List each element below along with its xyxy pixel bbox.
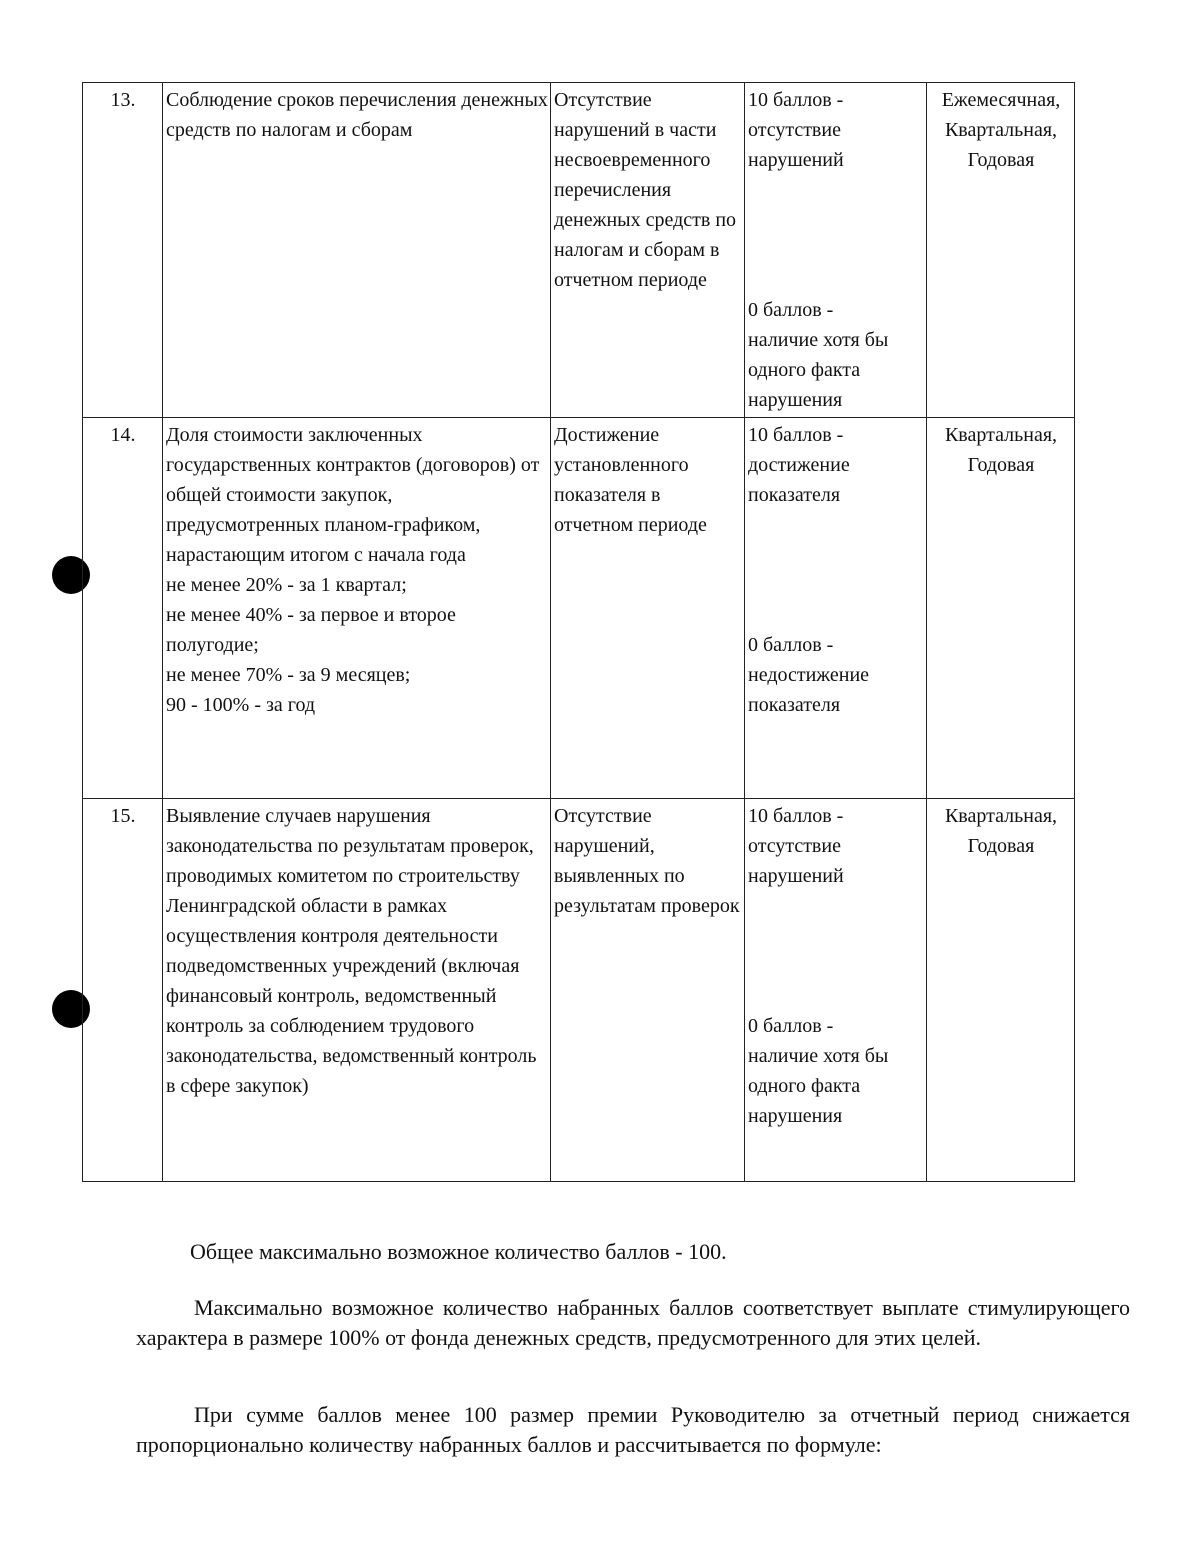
row-number: 14.	[83, 418, 163, 799]
criteria-table-wrapper	[82, 82, 1074, 1182]
score-spacer	[748, 891, 924, 1011]
criterion-frequency-text: Квартальная, Годовая	[944, 805, 1058, 857]
max-score-paragraph: Максимально возможное количество набранных баллов соответствует выплате стимулирующего характера в размере 100% от фонда денежных средств, предусмотренного для этих целей.	[136, 1295, 1130, 1350]
criterion-frequency	[927, 418, 1075, 799]
criterion-frequency	[927, 83, 1075, 418]
criterion-condition-text: Отсутствие нарушений, выявленных по результатам проверок	[554, 805, 740, 917]
score-min-text: 0 баллов - наличие хотя бы одного факта нарушения	[748, 1015, 889, 1127]
row-number: 13.	[83, 83, 163, 418]
reduction-paragraph: При сумме баллов менее 100 размер премии Руководителю за отчетный период снижается пропорционально количеству набранных баллов и рассчитывается по формуле:	[136, 1402, 1130, 1457]
criterion-score	[745, 83, 927, 418]
total-score-paragraph: Общее максимально возможное количество баллов - 100.	[190, 1239, 727, 1264]
score-max-text: 10 баллов - отсутствие нарушений	[748, 89, 844, 171]
row-number: 15.	[83, 799, 163, 1182]
score-min-text: 0 баллов - недостижение показателя	[748, 634, 870, 716]
criterion-name	[163, 418, 551, 799]
criterion-name-text: Выявление случаев нарушения законодательства по результатам проверок, проводимых комитетом по строительству Ленинградской области в рамках осуществления контроля деятельности подведомственных учреждений (включая финансовый контроль, ведомственный контроль за соблюдением трудового законодательства, ведомственный контроль в сфере закупок)	[166, 805, 537, 1097]
criterion-name-text: Соблюдение сроков перечисления денежных средств по налогам и сборам	[166, 89, 548, 141]
criterion-condition	[551, 799, 745, 1182]
score-max-text: 10 баллов - отсутствие нарушений	[748, 805, 844, 887]
score-spacer	[748, 510, 924, 630]
criterion-frequency-text: Квартальная, Годовая	[944, 424, 1058, 476]
score-max-text: 10 баллов - достижение показателя	[748, 424, 850, 506]
criteria-table	[82, 82, 1075, 1182]
table-row	[83, 799, 1075, 1182]
criterion-name	[163, 83, 551, 418]
score-min-text: 0 баллов - наличие хотя бы одного факта нарушения	[748, 299, 889, 411]
criterion-condition	[551, 83, 745, 418]
score-spacer	[748, 175, 924, 295]
table-row	[83, 418, 1075, 799]
criterion-score	[745, 799, 927, 1182]
criterion-name-text: Доля стоимости заключенных государственных контрактов (договоров) от общей стоимости закупок, предусмотренных планом-графиком, нарастающим итогом с начала года не менее 20% - за 1 квартал; не менее 40% - за первое и второе полугодие; не менее 70% - за 9 месяцев; 90 - 100% - за год	[166, 424, 540, 716]
criterion-frequency	[927, 799, 1075, 1182]
criterion-score	[745, 418, 927, 799]
table-row	[83, 83, 1075, 418]
criterion-condition-text: Достижение установленного показателя в отчетном периоде	[554, 424, 707, 536]
criterion-name	[163, 799, 551, 1182]
criterion-frequency-text: Ежемесячная, Квартальная, Годовая	[941, 89, 1061, 171]
criterion-condition-text: Отсутствие нарушений в части несвоевременного перечисления денежных средств по налогам и сборам в отчетном периоде	[554, 89, 737, 291]
criterion-condition	[551, 418, 745, 799]
